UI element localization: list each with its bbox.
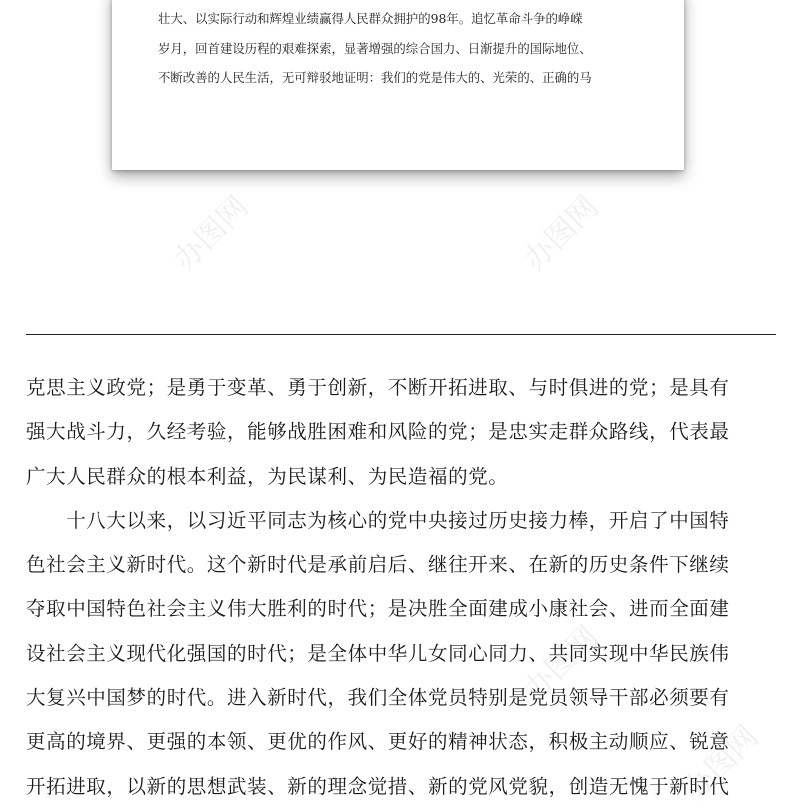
text-line: 更高的境界、更强的本领、更优的作风、更好的精神状态，积极主动顺应、锐意 [26, 730, 730, 754]
text-line: 不断改善的人民生活，无可辩驳地证明：我们的党是伟大的、光荣的、正确的马 [158, 70, 592, 85]
page-divider [26, 334, 776, 335]
text-line: 岁月，回首建设历程的艰难探索，显著增强的综合国力、日渐提升的国际地位、 [158, 40, 592, 56]
previous-page-paragraph [158, 4, 658, 93]
watermark: 办图网 [677, 719, 766, 808]
watermark: 办图网 [517, 619, 606, 708]
text-line: 开拓进取，以新的思想武装、新的理念觉措、新的党风党貌，创造无愧于新时代 [26, 774, 730, 798]
text-line: 夺取中国特色社会主义伟大胜利的时代；是决胜全面建成小康社会、进而全面建 [26, 597, 730, 621]
text-line: 强大战斗力，久经考验，能够战胜困难和风险的党；是忠实走群众路线，代表最 [26, 420, 730, 444]
watermark: 办图网 [517, 189, 606, 278]
text-line: 色社会主义新时代。这个新时代是承前启后、继往开来、在新的历史条件下继续 [26, 553, 730, 577]
text-line: 壮大、以实际行动和辉煌业绩赢得人民群众拥护的98年。追忆革命斗争的峥嵘 [158, 11, 583, 26]
previous-page-card [112, 0, 684, 170]
paragraph-2 [26, 499, 786, 809]
text-line: 十八大以来，以习近平同志为核心的党中央接过历史接力棒，开启了中国特 [26, 508, 730, 532]
text-line: 大复兴中国梦的时代。进入新时代，我们全体党员特别是党员领导干部必须要有 [26, 686, 730, 710]
watermark: 办图网 [167, 189, 256, 278]
text-line: 设社会主义现代化强国的时代；是全体中华儿女同心同力、共同实现中华民族伟 [26, 641, 730, 665]
document-body [26, 366, 786, 809]
text-line: 克思主义政党；是勇于变革、勇于创新，不断开拓进取、与时俱进的党；是具有 [26, 376, 730, 399]
text-line: 广大人民群众的根本利益，为民谋利、为民造福的党。 [26, 464, 509, 488]
paragraph-1 [26, 366, 786, 499]
